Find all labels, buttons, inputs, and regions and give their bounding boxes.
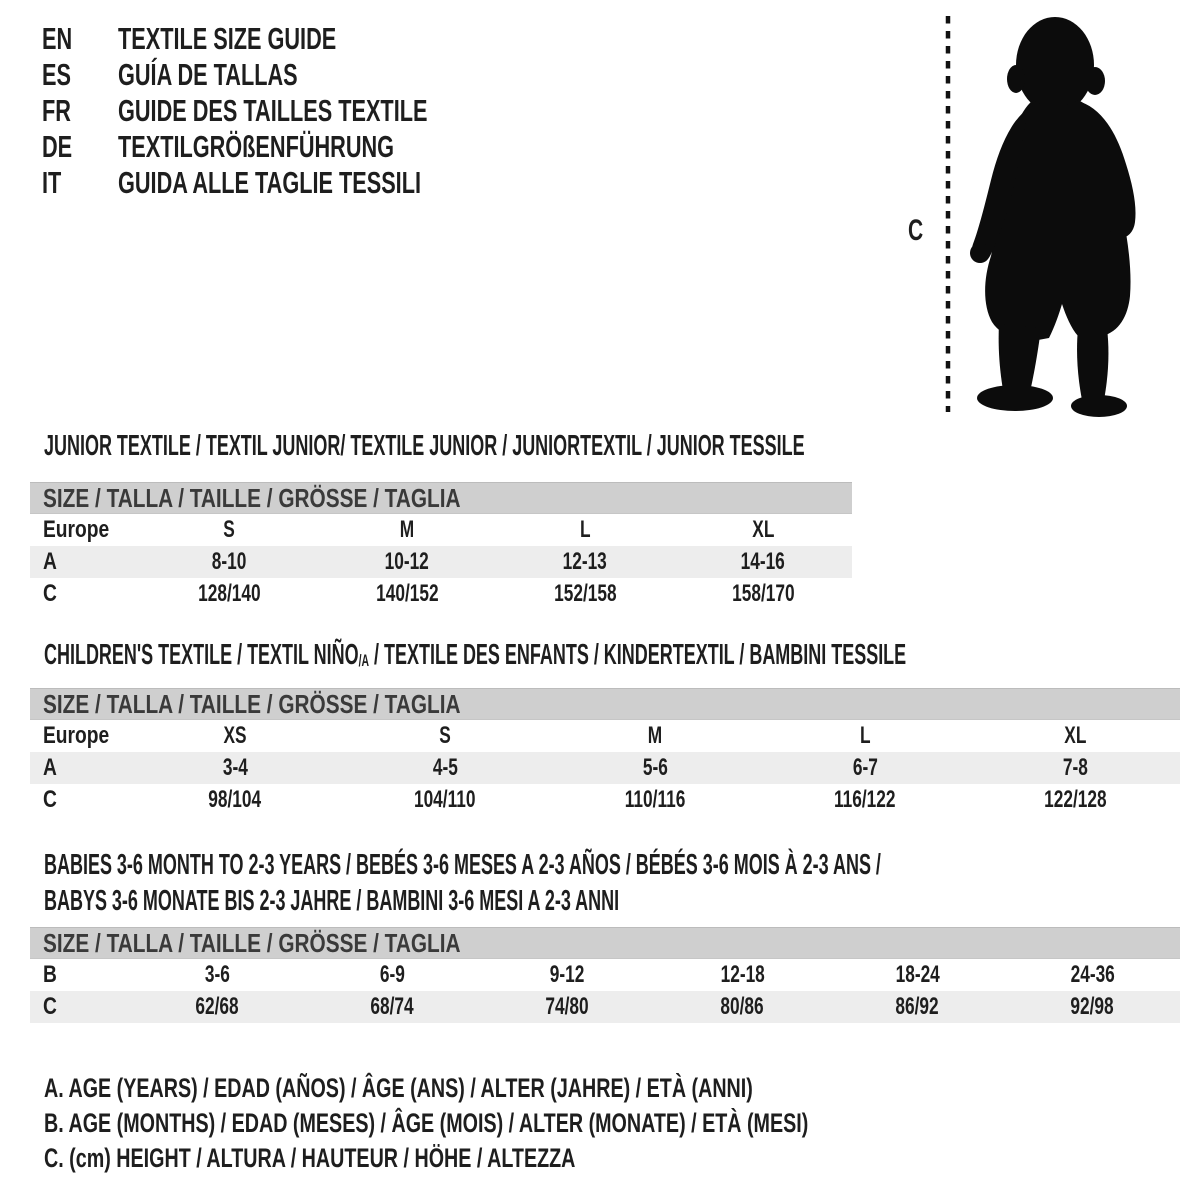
value-cell: 4-5 <box>432 754 458 781</box>
table-row-height <box>30 991 1180 1023</box>
language-row <box>42 21 560 57</box>
value-cell: 98/104 <box>208 786 262 813</box>
value-cell: 104/110 <box>414 786 476 813</box>
value-cell: 8-10 <box>211 548 247 575</box>
size-column-header: S <box>223 516 235 543</box>
value-cell: 74/80 <box>545 993 590 1020</box>
junior-section-heading: JUNIOR TEXTILE / TEXTIL JUNIOR/ TEXTILE JUNIOR / JUNIORTEXTIL / JUNIOR TESSILE <box>44 430 805 462</box>
guide-title: TEXTILE SIZE GUIDE <box>118 21 337 56</box>
junior-size-table <box>30 482 852 610</box>
table-row-height <box>30 784 1180 816</box>
value-cell: 3-4 <box>222 754 248 781</box>
value-cell: 9-12 <box>550 961 585 988</box>
region-column-header: Europe <box>43 722 110 749</box>
size-column-header: XL <box>751 516 775 543</box>
language-code: ES <box>42 57 71 92</box>
legend-line-c: C. (cm) HEIGHT / ALTURA / HAUTEUR / HÖHE / ALTEZZA <box>44 1143 576 1173</box>
value-cell: 122/128 <box>1043 786 1107 813</box>
language-code: FR <box>42 93 71 128</box>
value-cell: 12-18 <box>720 961 765 988</box>
row-label: C <box>43 786 57 813</box>
value-cell: 18-24 <box>895 961 940 988</box>
legend-line-a: A. AGE (YEARS) / EDAD (AÑOS) / ÂGE (ANS) / ALTER (JAHRE) / ETÀ (ANNI) <box>44 1073 753 1103</box>
language-title-list <box>42 21 560 201</box>
value-cell: 110/116 <box>624 786 686 813</box>
value-cell: 3-6 <box>205 961 230 988</box>
language-row <box>42 93 560 129</box>
size-header-bar: SIZE / TALLA / TAILLE / GRÖSSE / TAGLIA <box>30 482 852 514</box>
language-code: IT <box>42 165 62 200</box>
table-header-row <box>30 514 852 546</box>
guide-title: GUIDA ALLE TAGLIE TESSILI <box>118 165 422 200</box>
row-label: A <box>43 754 57 781</box>
legend-line-b: B. AGE (MONTHS) / EDAD (MESES) / ÂGE (MOIS) / ALTER (MONATE) / ETÀ (MESI) <box>44 1108 809 1138</box>
value-cell: 24-36 <box>1070 961 1115 988</box>
value-cell: 12-13 <box>562 548 608 575</box>
children-section-heading: CHILDREN'S TEXTILE / TEXTIL NIÑO/A / TEXTILE DES ENFANTS / KINDERTEXTIL / BAMBINI TESSILE <box>44 639 907 671</box>
language-row <box>42 57 560 93</box>
value-cell: 158/170 <box>731 580 795 607</box>
size-column-header: XS <box>223 722 247 749</box>
row-label: B <box>43 961 57 988</box>
value-cell: 62/68 <box>195 993 240 1020</box>
row-label: A <box>43 548 57 575</box>
size-header-bar: SIZE / TALLA / TAILLE / GRÖSSE / TAGLIA <box>30 927 1180 959</box>
children-size-table <box>30 688 1180 816</box>
language-code: EN <box>42 21 73 56</box>
value-cell: 6-7 <box>852 754 878 781</box>
guide-title: GUÍA DE TALLAS <box>118 57 298 92</box>
size-column-header: S <box>439 722 451 749</box>
language-code: DE <box>42 129 73 164</box>
table-row-age <box>30 752 1180 784</box>
table-row-age-months <box>30 959 1180 991</box>
table-row-age <box>30 546 852 578</box>
value-cell: 10-12 <box>384 548 430 575</box>
value-cell: 140/152 <box>375 580 439 607</box>
value-cell: 7-8 <box>1062 754 1088 781</box>
guide-title: TEXTILGRÖßENFÜHRUNG <box>118 129 395 164</box>
value-cell: 68/74 <box>370 993 415 1020</box>
value-cell: 152/158 <box>553 580 617 607</box>
value-cell: 116/122 <box>834 786 896 813</box>
size-column-header: M <box>647 722 663 749</box>
value-cell: 80/86 <box>720 993 765 1020</box>
table-row-height <box>30 578 852 610</box>
toddler-figure <box>970 17 1136 417</box>
value-cell: 6-9 <box>380 961 405 988</box>
nino-a-subscript: /A <box>358 651 370 670</box>
guide-title: GUIDE DES TAILLES TEXTILE <box>118 93 428 128</box>
size-header-bar: SIZE / TALLA / TAILLE / GRÖSSE / TAGLIA <box>30 688 1180 720</box>
value-cell: 128/140 <box>197 580 261 607</box>
value-cell: 86/92 <box>895 993 940 1020</box>
size-column-header: XL <box>1063 722 1087 749</box>
language-row <box>42 129 560 165</box>
height-dimension-label: C <box>908 214 924 247</box>
row-label: C <box>43 580 57 607</box>
size-column-header: L <box>859 722 871 749</box>
value-cell: 92/98 <box>1070 993 1115 1020</box>
babies-size-table <box>30 927 1180 1023</box>
row-label: C <box>43 993 57 1020</box>
babies-section-heading: BABIES 3-6 MONTH TO 2-3 YEARS / BEBÉS 3-6 MESES A 2-3 AÑOS / BÉBÉS 3-6 MOIS À 2-3 ANS / BABYS 3-6 MONATE BIS 2-3 JAHRE / BAMBINI 3-6 MESI A 2-3 ANNI <box>44 849 881 917</box>
value-cell: 5-6 <box>642 754 668 781</box>
toddler-silhouette <box>895 8 1175 418</box>
language-row <box>42 165 560 201</box>
value-cell: 14-16 <box>740 548 786 575</box>
size-column-header: M <box>399 516 415 543</box>
dimension-legend <box>44 1071 1091 1176</box>
region-column-header: Europe <box>43 516 110 543</box>
size-column-header: L <box>579 516 591 543</box>
table-header-row <box>30 720 1180 752</box>
